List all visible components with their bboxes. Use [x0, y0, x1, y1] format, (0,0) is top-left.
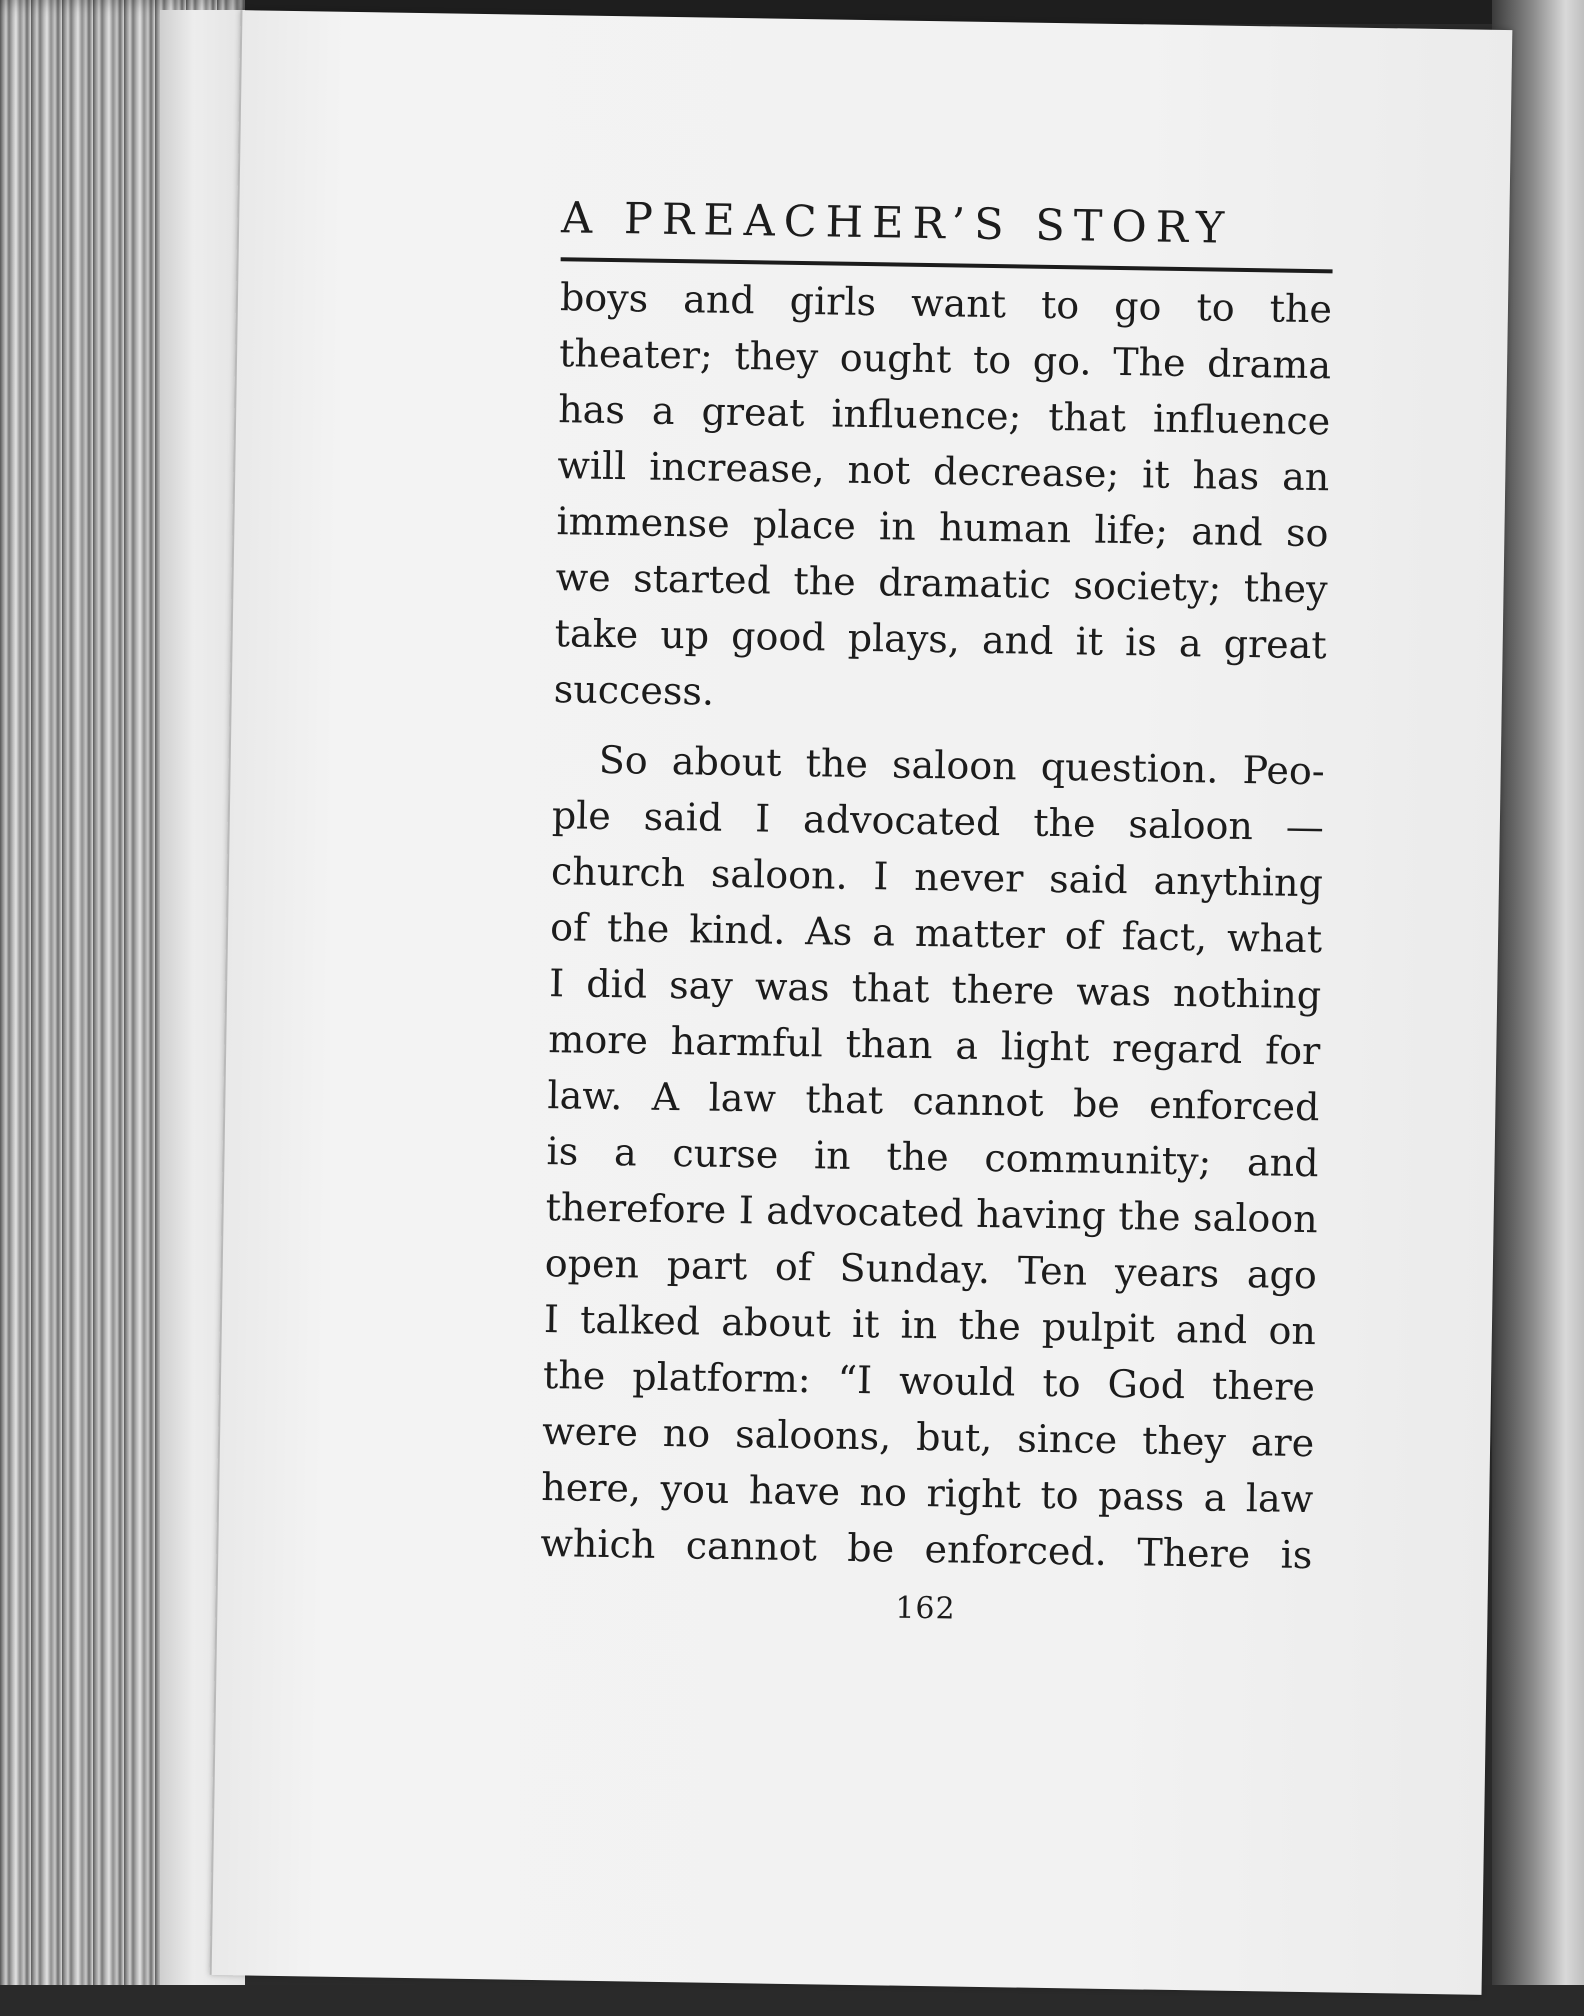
text-line: were no saloons, but, since they are	[541, 1409, 1315, 1466]
text-line: success.	[553, 667, 715, 714]
text-line: of the kind. As a matter of fact, what	[549, 905, 1323, 962]
text-line: which cannot be enforced. There is	[540, 1521, 1313, 1578]
text-line: is a curse in the community; and	[546, 1129, 1319, 1186]
book-page	[210, 10, 1513, 1995]
paragraph-1	[553, 269, 1332, 729]
text-line: more harmful than a light regard for	[548, 1017, 1321, 1074]
text-line: immense place in human life; and so	[556, 499, 1329, 556]
text-line: ple said I advocated the saloon —	[551, 793, 1325, 850]
text-line: has a great influence; that influence	[557, 387, 1331, 444]
text-line: the platform: “I would to God there	[542, 1353, 1316, 1410]
text-line: church saloon. I never said anything	[550, 849, 1324, 906]
text-line: take up good plays, and it is a great	[554, 611, 1328, 668]
text-line: I did say was that there was nothing	[548, 961, 1322, 1018]
text-line: So about the saloon question. Peo-	[598, 737, 1326, 794]
text-line: will increase, not decrease; it has an	[557, 443, 1330, 500]
page-number: 162	[895, 1590, 956, 1627]
paragraph-2	[540, 731, 1325, 1583]
running-head: A PREACHER’S STORY	[561, 193, 1334, 273]
text-line: law. A law that cannot be enforced	[547, 1073, 1320, 1130]
text-line: I talked about it in the pulpit and on	[543, 1297, 1317, 1354]
text-line: we started the dramatic society; they	[555, 555, 1328, 612]
book-page-edges	[0, 0, 245, 2016]
text-line: boys and girls want to go to the	[559, 275, 1333, 332]
text-line: here, you have no right to pass a law	[541, 1465, 1314, 1522]
page-text-block	[539, 193, 1333, 1632]
text-line: open part of Sunday. Ten years ago	[544, 1241, 1318, 1298]
text-line: theater; they ought to go. The drama	[558, 331, 1332, 388]
text-line: therefore I advocated having the saloon	[545, 1185, 1318, 1242]
